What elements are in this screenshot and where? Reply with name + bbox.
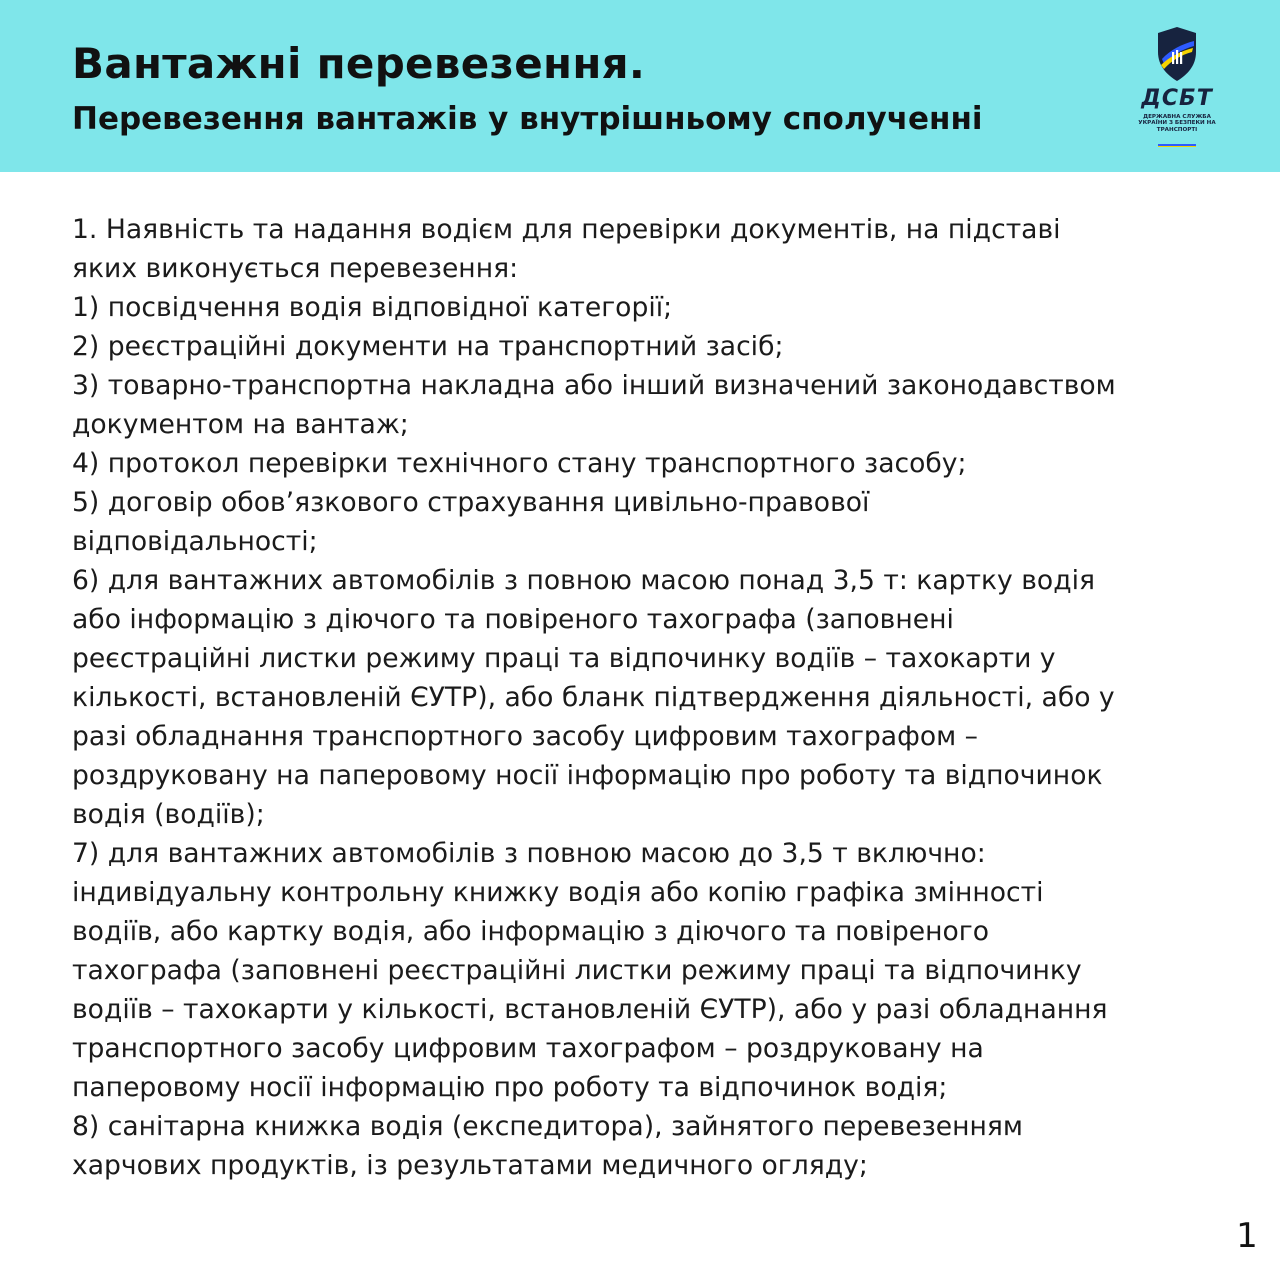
text-line: документом на вантаж;	[72, 409, 409, 440]
text-line: або інформацію з діючого та повіреного тахографа (заповнені	[72, 604, 954, 635]
list-item-8: 8) санітарна книжка водія (експедитора), зайнятого перевезенням	[72, 1111, 1023, 1142]
list-item-6: 6) для вантажних автомобілів з повною масою понад 3,5 т: картку водія	[72, 565, 1095, 596]
page-subtitle: Перевезення вантажів у внутрішньому сполученні	[72, 101, 983, 137]
logo-flag-stripe	[1158, 144, 1196, 147]
text-line: тахографа (заповнені реєстраційні листки режиму праці та відпочинку	[72, 955, 1082, 986]
text-line: 1. Наявність та надання водієм для перевірки документів, на підставі	[72, 214, 1061, 245]
text-line: транспортного засобу цифровим тахографом – роздруковану на	[72, 1033, 984, 1064]
list-item-2: 2) реєстраційні документи на транспортний засіб;	[72, 331, 784, 362]
text-line: харчових продуктів, із результатами медичного огляду;	[72, 1150, 868, 1181]
text-line: разі обладнання транспортного засобу цифровим тахографом –	[72, 721, 978, 752]
text-line: відповідальності;	[72, 526, 318, 557]
text-line: роздруковану на паперовому носії інформацію про роботу та відпочинок	[72, 760, 1103, 791]
list-item-3: 3) товарно-транспортна накладна або інший визначений законодавством	[72, 370, 1116, 401]
list-item-7: 7) для вантажних автомобілів з повною масою до 3,5 т включно:	[72, 838, 986, 869]
list-item-5: 5) договір обов’язкового страхування цивільно-правової	[72, 487, 870, 518]
text-line: водія (водіїв);	[72, 799, 265, 830]
text-line: реєстраційні листки режиму праці та відпочинку водіїв – тахокарти у	[72, 643, 1056, 674]
page-number: 1	[1236, 1216, 1258, 1256]
text-line: індивідуальну контрольну книжку водія або копію графіка змінності	[72, 877, 1044, 908]
logo-caption: ДЕРЖАВНА СЛУЖБА УКРАЇНИ З БЕЗПЕКИ НА ТРАНСПОРТІ	[1138, 114, 1216, 133]
text-line: кількості, встановленій ЄУТР), або бланк підтвердження діяльності, або у	[72, 682, 1115, 713]
logo-abbreviation: ДСБТ	[1141, 86, 1213, 111]
document-body	[72, 210, 1252, 1185]
text-line: яких виконується перевезення:	[72, 253, 519, 284]
text-line: паперовому носії інформацію про роботу та відпочинок водія;	[72, 1072, 948, 1103]
dsbt-logo	[1132, 26, 1222, 154]
page-title: Вантажні перевезення.	[72, 39, 646, 88]
text-line: водіїв, або картку водія, або інформацію з діючого та повіреного	[72, 916, 990, 947]
shield-icon	[1156, 26, 1198, 82]
header-banner	[0, 0, 1280, 172]
text-line: водіїв – тахокарти у кількості, встановленій ЄУТР), або у разі обладнання	[72, 994, 1108, 1025]
list-item-4: 4) протокол перевірки технічного стану транспортного засобу;	[72, 448, 967, 479]
list-item-1: 1) посвідчення водія відповідної категорії;	[72, 292, 673, 323]
